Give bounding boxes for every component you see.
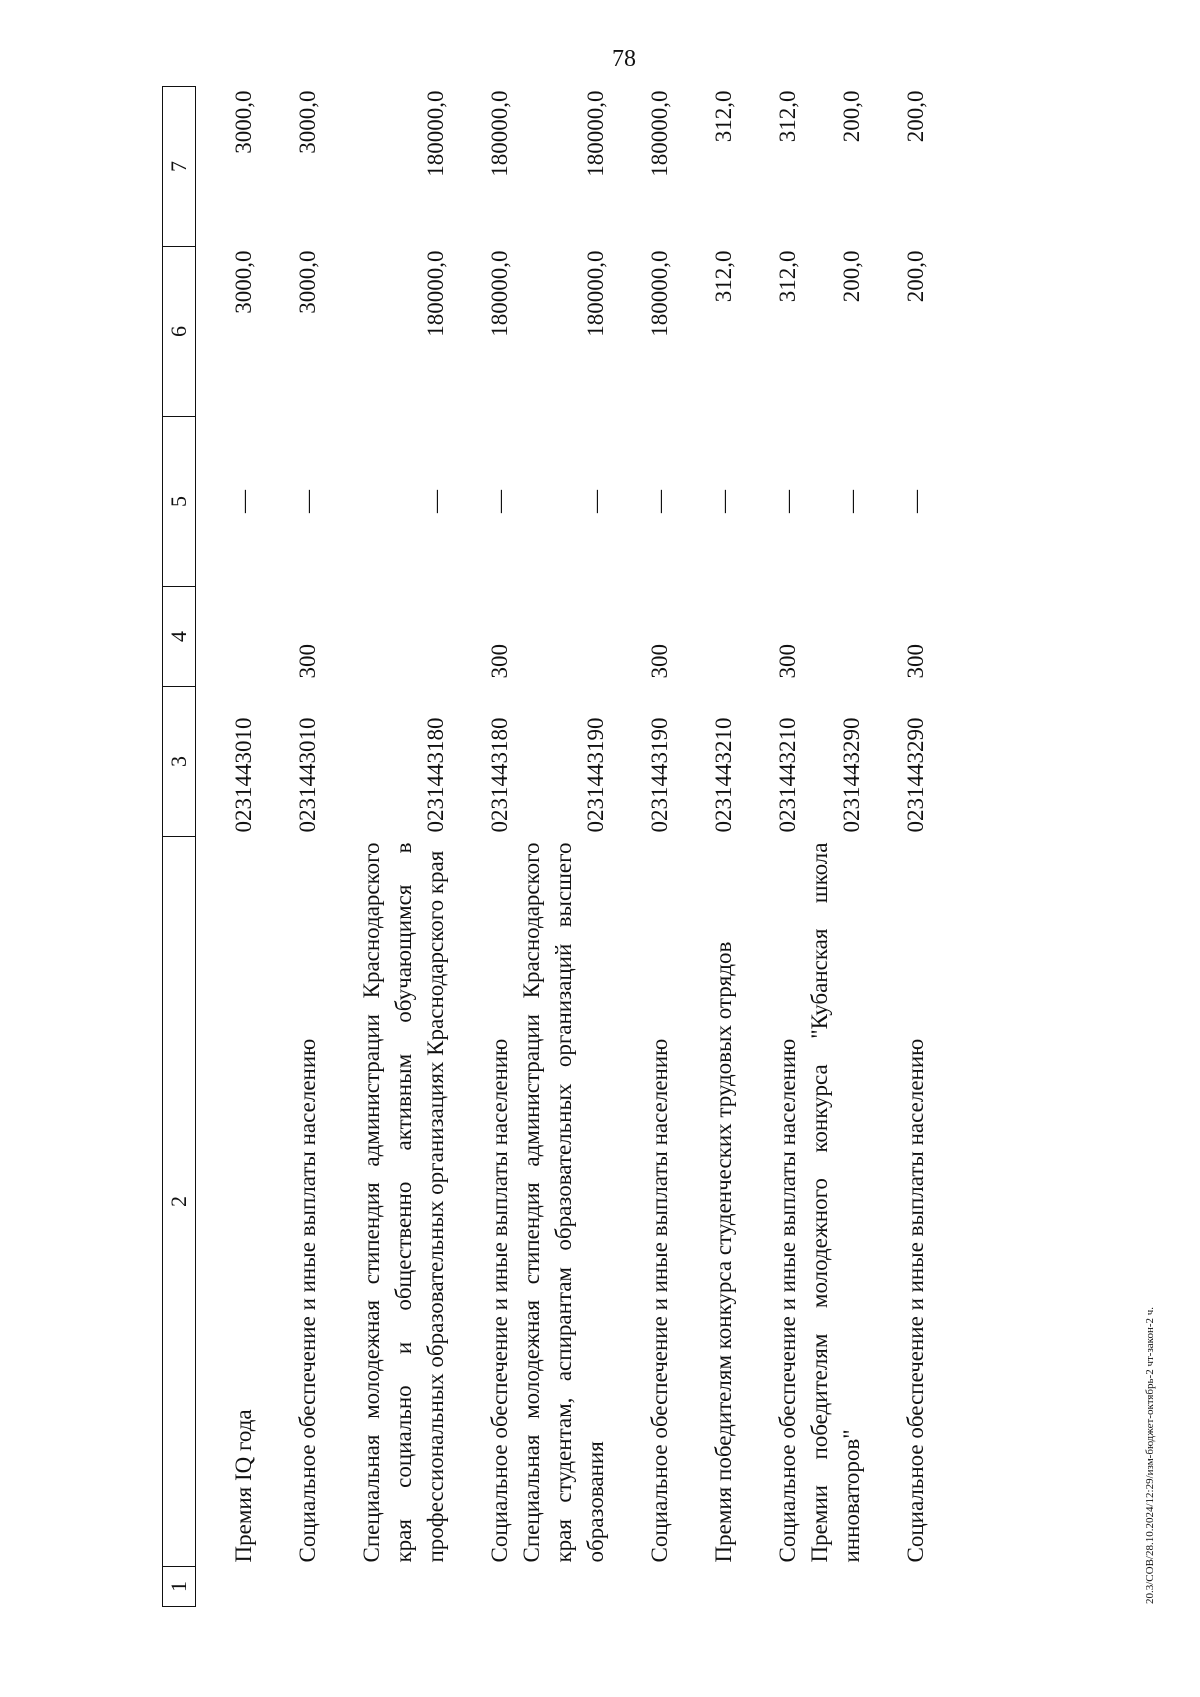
amount-cell: 180000,0 bbox=[423, 90, 448, 177]
name-cell: Премии победителям молодежного конкурса "Кубанская школа инноваторов" bbox=[807, 842, 864, 1563]
code-cell: 0231443180 bbox=[423, 717, 448, 833]
amount-cell: 180000,0 bbox=[487, 90, 512, 177]
name-cell: Специальная молодежная стипендия администрации Краснодарского края студентам, аспирантам образовательных организаций высшего образования bbox=[519, 842, 608, 1563]
index-cell bbox=[804, 1567, 868, 1607]
dash-cell: — bbox=[775, 490, 800, 513]
code-cell: 0231443010 bbox=[295, 717, 320, 833]
header-cell: 1 bbox=[163, 1567, 196, 1607]
name-cell: Специальная молодежная стипендия администрации Краснодарского края социально и общественно активным обучающимся в профессиональных образовательных организациях Краснодарского края bbox=[359, 842, 448, 1563]
table-row bbox=[260, 87, 324, 1607]
amount-cell: 180000,0 bbox=[647, 90, 672, 177]
amount-cell: 180000,0 bbox=[583, 250, 608, 337]
dash-cell: — bbox=[711, 490, 736, 513]
dash-cell: — bbox=[583, 490, 608, 513]
amount-cell: 180000,0 bbox=[583, 90, 608, 177]
code-cell: 0231443190 bbox=[583, 717, 608, 833]
header-cell: 3 bbox=[163, 687, 196, 837]
dash-cell: — bbox=[487, 490, 512, 513]
amount-cell: 312,0 bbox=[711, 90, 736, 143]
name-cell: Социальное обеспечение и иные выплаты населению bbox=[775, 1038, 800, 1563]
header-cell: 6 bbox=[163, 247, 196, 417]
rotated-table-container bbox=[162, 87, 1067, 1607]
expense-type-cell bbox=[804, 587, 868, 687]
expense-type-cell: 300 bbox=[647, 644, 672, 679]
dash-cell: — bbox=[231, 490, 256, 513]
table-row bbox=[868, 87, 932, 1607]
dash-cell: — bbox=[839, 490, 864, 513]
table-row bbox=[612, 87, 676, 1607]
table-row bbox=[804, 87, 868, 1607]
expense-type-cell bbox=[676, 587, 740, 687]
expense-type-cell bbox=[516, 587, 612, 687]
expense-type-cell: 300 bbox=[903, 644, 928, 679]
amount-cell: 312,0 bbox=[775, 250, 800, 303]
dash-cell: — bbox=[647, 490, 672, 513]
dash-cell: — bbox=[903, 490, 928, 513]
amount-cell: 3000,0 bbox=[295, 90, 320, 154]
amount-cell: 200,0 bbox=[903, 90, 928, 143]
header-cell: 5 bbox=[163, 417, 196, 587]
amount-cell: 180000,0 bbox=[487, 250, 512, 337]
table-row bbox=[516, 87, 612, 1607]
name-cell: Социальное обеспечение и иные выплаты населению bbox=[487, 1038, 512, 1563]
header-cell: 4 bbox=[163, 587, 196, 687]
code-cell: 0231443180 bbox=[487, 717, 512, 833]
index-cell bbox=[516, 1567, 612, 1607]
expense-type-cell: 300 bbox=[295, 644, 320, 679]
name-cell: Премия IQ года bbox=[231, 1409, 256, 1563]
document-footer-code: 20.3/СОВ/28.10.2024/12:29/изм-бюджет-октябрь-2 чт-закон-2 ч. bbox=[1144, 1306, 1156, 1604]
index-cell bbox=[676, 1567, 740, 1607]
code-cell: 0231443290 bbox=[839, 717, 864, 833]
name-cell: Премия победителям конкурса студенческих трудовых отрядов bbox=[711, 941, 736, 1563]
code-cell: 0231443210 bbox=[711, 717, 736, 833]
amount-cell: 200,0 bbox=[903, 250, 928, 303]
code-cell: 0231443290 bbox=[903, 717, 928, 833]
amount-cell: 3000,0 bbox=[231, 90, 256, 154]
amount-cell: 200,0 bbox=[839, 250, 864, 303]
expense-type-cell bbox=[196, 587, 261, 687]
table-header-row bbox=[163, 87, 196, 1607]
amount-cell: 312,0 bbox=[711, 250, 736, 303]
index-cell bbox=[260, 1567, 324, 1607]
dash-cell: — bbox=[295, 490, 320, 513]
amount-cell: 180000,0 bbox=[423, 250, 448, 337]
table-row bbox=[196, 87, 261, 1607]
header-cell: 2 bbox=[163, 837, 196, 1567]
table-row bbox=[740, 87, 804, 1607]
header-cell: 7 bbox=[163, 87, 196, 247]
budget-table bbox=[162, 86, 932, 1607]
table-row bbox=[676, 87, 740, 1607]
name-cell: Социальное обеспечение и иные выплаты населению bbox=[647, 1038, 672, 1563]
code-cell: 0231443190 bbox=[647, 717, 672, 833]
index-cell bbox=[740, 1567, 804, 1607]
index-cell bbox=[452, 1567, 516, 1607]
amount-cell: 312,0 bbox=[775, 90, 800, 143]
expense-type-cell: 300 bbox=[775, 644, 800, 679]
expense-type-cell bbox=[324, 587, 452, 687]
name-cell: Социальное обеспечение и иные выплаты населению bbox=[295, 1038, 320, 1563]
table-row bbox=[452, 87, 516, 1607]
page-number: 78 bbox=[612, 46, 636, 72]
index-cell bbox=[196, 1567, 261, 1607]
dash-cell: — bbox=[423, 490, 448, 513]
index-cell bbox=[868, 1567, 932, 1607]
expense-type-cell: 300 bbox=[487, 644, 512, 679]
amount-cell: 200,0 bbox=[839, 90, 864, 143]
table-row bbox=[324, 87, 452, 1607]
amount-cell: 180000,0 bbox=[647, 250, 672, 337]
amount-cell: 3000,0 bbox=[231, 250, 256, 314]
name-cell: Социальное обеспечение и иные выплаты населению bbox=[903, 1038, 928, 1563]
index-cell bbox=[612, 1567, 676, 1607]
code-cell: 0231443010 bbox=[231, 717, 256, 833]
amount-cell: 3000,0 bbox=[295, 250, 320, 314]
code-cell: 0231443210 bbox=[775, 717, 800, 833]
index-cell bbox=[324, 1567, 452, 1607]
